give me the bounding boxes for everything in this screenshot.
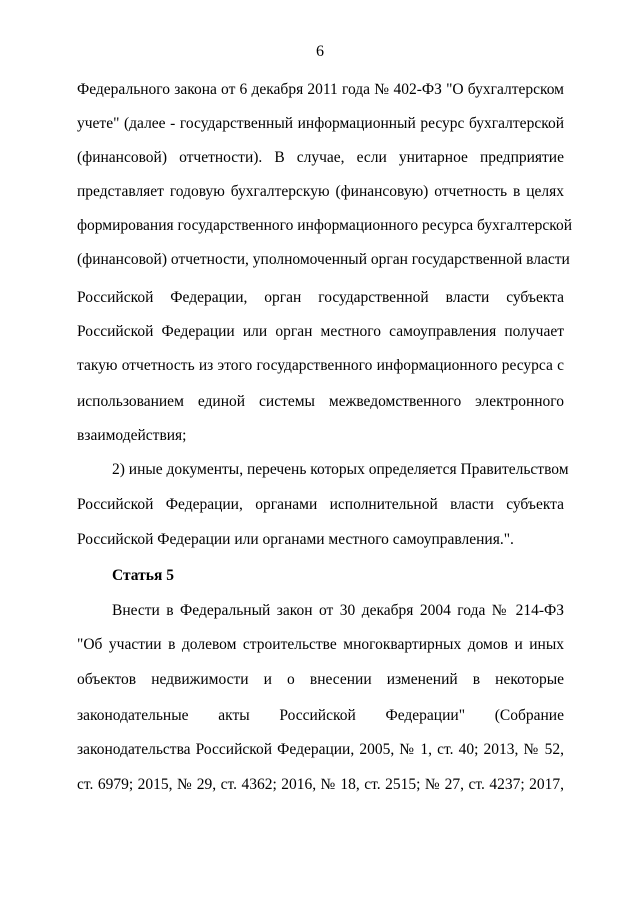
text-line: взаимодействия;: [77, 427, 187, 444]
text-line: представляет годовую бухгалтерскую (финансовую) отчетность в целях: [77, 183, 564, 200]
text-line: использованием единой системы межведомственного электронного: [77, 393, 564, 410]
text-line: (финансовой) отчетности). В случае, если унитарное предприятие: [77, 149, 564, 166]
text-line: ст. 6979; 2015, № 29, ст. 4362; 2016, № 18, ст. 2515; № 27, ст. 4237; 2017,: [77, 776, 564, 793]
text-line: Внести в Федеральный закон от 30 декабря 2004 года № 214-ФЗ: [112, 602, 564, 619]
text-line: Федерального закона от 6 декабря 2011 года № 402-ФЗ "О бухгалтерском: [77, 81, 564, 98]
text-line: "Об участии в долевом строительстве многоквартирных домов и иных: [77, 636, 564, 653]
text-line: такую отчетность из этого государственного информационного ресурса с: [77, 357, 564, 374]
text-line: 2) иные документы, перечень которых определяется Правительством: [112, 461, 569, 478]
text-line: учете" (далее - государственный информационный ресурс бухгалтерской: [77, 115, 564, 132]
text-line: объектов недвижимости и о внесении изменений в некоторые: [77, 671, 564, 688]
text-line: формирования государственного информационного ресурса бухгалтерской: [77, 217, 573, 234]
text-line: (финансовой) отчетности, уполномоченный орган государственной власти: [77, 251, 570, 268]
text-line: законодательства Российской Федерации, 2005, № 1, ст. 40; 2013, № 52,: [77, 741, 564, 758]
page-number: 6: [316, 43, 324, 60]
text-line: Российской Федерации или орган местного самоуправления получает: [77, 323, 564, 340]
text-line: Российской Федерации или органами местного самоуправления.".: [77, 531, 514, 548]
text-line: Российской Федерации, органами исполнительной власти субъекта: [77, 496, 564, 513]
text-line: законодательные акты Российской Федерации" (Собрание: [77, 707, 564, 724]
article-heading: Статья 5: [112, 567, 174, 584]
text-line: Российской Федерации, орган государственной власти субъекта: [77, 289, 564, 306]
